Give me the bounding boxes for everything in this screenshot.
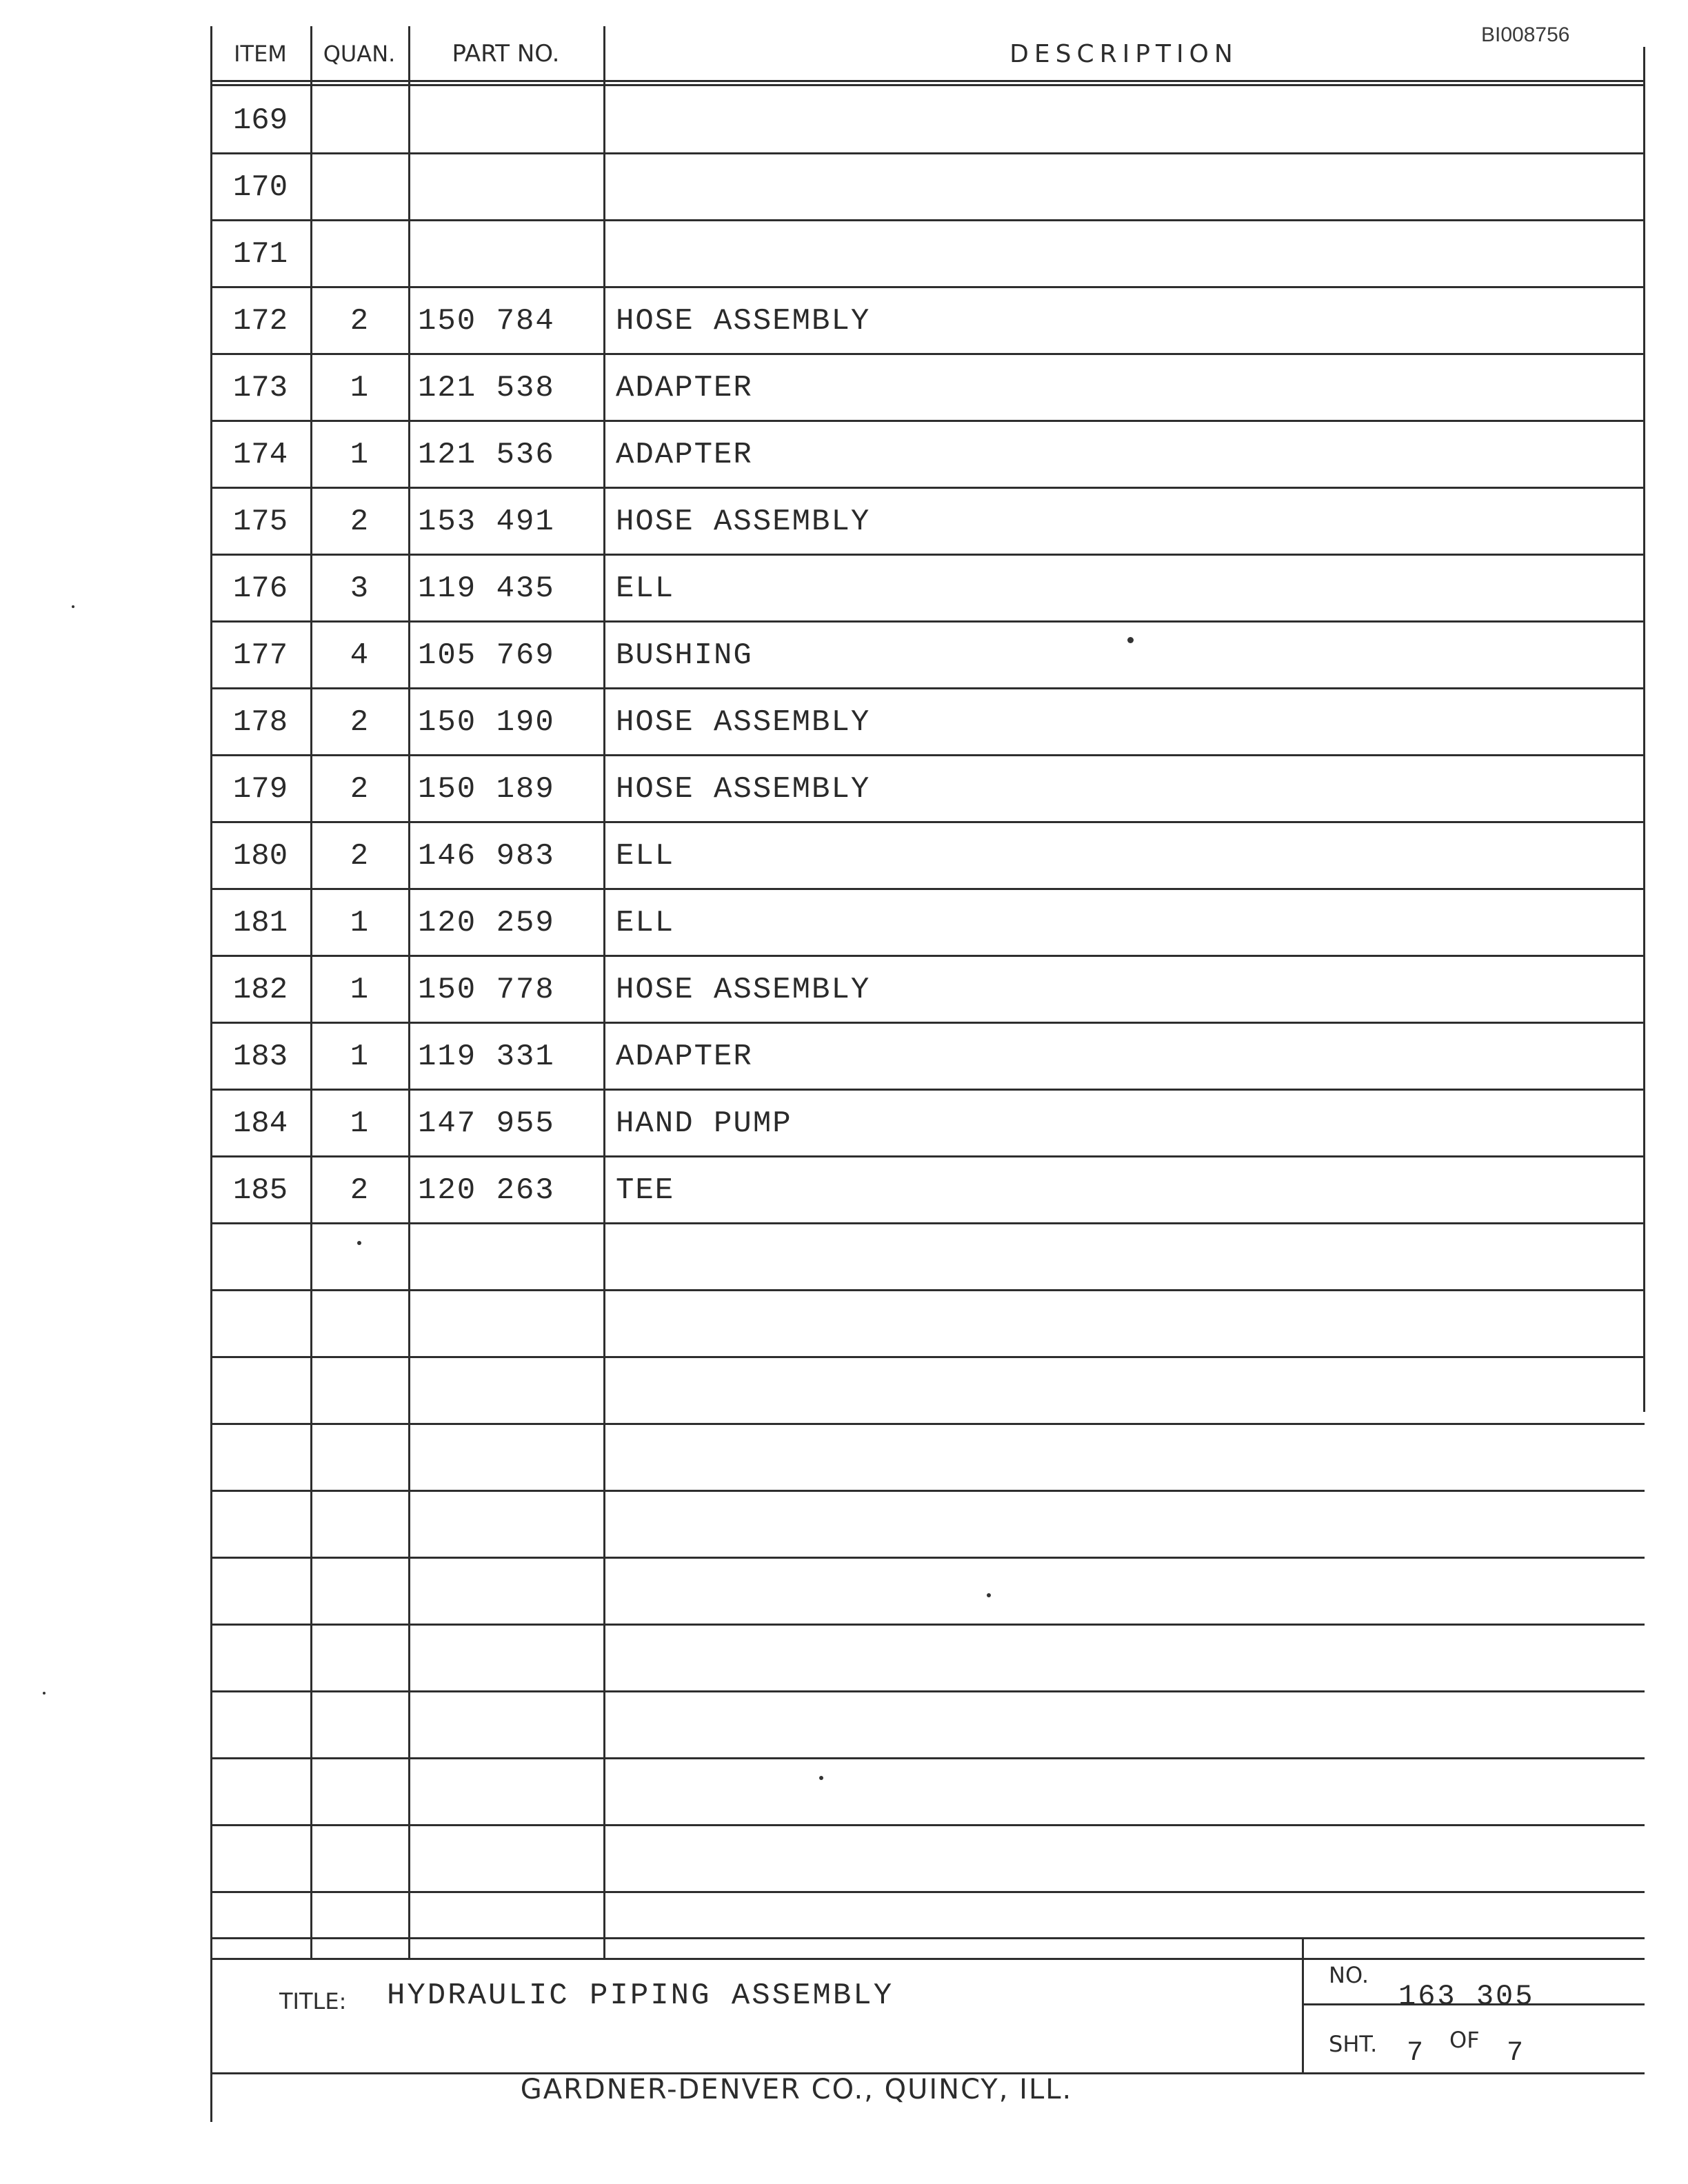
table-row — [210, 1692, 1645, 1759]
quantity-cell — [310, 1291, 408, 1357]
table-row — [210, 1759, 1645, 1826]
row-rule — [210, 1356, 1645, 1358]
item-cell: 179 — [232, 771, 288, 807]
item-cell: 180 — [232, 838, 288, 873]
description-cell: BUSHING — [616, 638, 753, 673]
part-number-cell — [408, 1826, 603, 1892]
quantity-cell: 2 — [350, 705, 369, 740]
description-cell — [603, 1558, 1645, 1625]
row-rule — [210, 1022, 1645, 1024]
row-rule — [210, 955, 1645, 957]
quantity-cell — [310, 154, 408, 221]
quantity-cell: 2 — [350, 771, 369, 807]
table-row — [210, 1625, 1645, 1692]
description-cell — [603, 1291, 1645, 1357]
item-cell — [210, 1625, 310, 1692]
part-number-cell — [408, 1692, 603, 1759]
title-block — [210, 1937, 1645, 2122]
quantity-cell — [310, 1357, 408, 1424]
quantity-cell: 2 — [350, 303, 369, 338]
item-cell — [210, 1692, 310, 1759]
description-cell: ELL — [616, 571, 675, 606]
part-number-cell — [408, 1558, 603, 1625]
sheet-number: 7 — [1407, 2038, 1426, 2069]
quantity-column-rule — [408, 26, 410, 1959]
row-rule — [210, 821, 1645, 823]
title-block-divider — [1302, 1937, 1304, 2074]
part-number-cell — [408, 221, 603, 287]
part-number-cell — [408, 87, 603, 154]
table-row — [210, 555, 1645, 622]
table-row — [210, 1224, 1645, 1291]
quantity-cell — [310, 1826, 408, 1892]
row-rule — [210, 1891, 1645, 1893]
scan-speck — [43, 1692, 46, 1695]
part-number-cell — [408, 1491, 603, 1558]
table-row — [210, 1826, 1645, 1892]
part-number-cell — [408, 1291, 603, 1357]
quantity-cell — [310, 1625, 408, 1692]
quantity-cell — [310, 87, 408, 154]
row-rule — [210, 487, 1645, 489]
part-number-cell — [408, 1424, 603, 1491]
row-rule — [210, 1289, 1645, 1291]
description-cell — [603, 1759, 1645, 1826]
description-cell — [603, 1692, 1645, 1759]
row-rule — [210, 1089, 1645, 1091]
table-row — [210, 1023, 1645, 1090]
row-rule — [210, 754, 1645, 756]
row-rule — [210, 219, 1645, 221]
description-cell: HAND PUMP — [616, 1106, 792, 1141]
left-border — [210, 26, 212, 2122]
part-number-cell: 150 190 — [418, 705, 555, 740]
scan-speck — [819, 1776, 823, 1780]
number-label: NO. — [1329, 1962, 1369, 1988]
part-number-cell: 121 538 — [418, 370, 555, 405]
row-rule — [210, 554, 1645, 556]
description-cell: ADAPTER — [616, 1039, 753, 1074]
row-rule — [210, 1557, 1645, 1559]
item-cell: 170 — [232, 170, 288, 205]
quantity-cell — [310, 1759, 408, 1826]
description-cell — [603, 1357, 1645, 1424]
item-cell: 177 — [232, 638, 288, 673]
part-number-cell — [408, 1625, 603, 1692]
scan-speck — [357, 1241, 361, 1245]
drawing-title: HYDRAULIC PIPING ASSEMBLY — [387, 1979, 894, 2013]
table-row — [210, 1291, 1645, 1357]
description-cell — [603, 1625, 1645, 1692]
item-cell: 182 — [232, 972, 288, 1007]
item-cell: 184 — [232, 1106, 288, 1141]
table-row — [210, 622, 1645, 689]
row-rule — [210, 888, 1645, 890]
table-row — [210, 488, 1645, 555]
table-row — [210, 1090, 1645, 1157]
quantity-cell — [310, 1424, 408, 1491]
description-cell: ELL — [616, 905, 675, 940]
item-cell: 172 — [232, 303, 288, 338]
item-cell — [210, 1424, 310, 1491]
quantity-cell — [310, 1224, 408, 1291]
header-rule — [210, 80, 1645, 82]
header-description: DESCRIPTION — [1009, 39, 1238, 68]
description-cell: ADAPTER — [616, 370, 753, 405]
table-row — [210, 1491, 1645, 1558]
company-name: GARDNER-DENVER CO., QUINCY, ILL. — [520, 2074, 1073, 2105]
table-row — [210, 87, 1645, 154]
drawing-number: 163 305 — [1398, 1980, 1535, 2013]
sheet-total: 7 — [1507, 2038, 1526, 2069]
part-number-cell: 119 435 — [418, 571, 555, 606]
scan-speck — [987, 1593, 991, 1597]
title-label: TITLE: — [279, 1988, 347, 2014]
quantity-cell — [310, 1558, 408, 1625]
row-rule — [210, 286, 1645, 288]
description-cell: HOSE ASSEMBLY — [616, 972, 871, 1007]
part-number-cell — [408, 154, 603, 221]
item-cell — [210, 1491, 310, 1558]
part-number-cell: 150 784 — [418, 303, 555, 338]
part-number-cell: 150 189 — [418, 771, 555, 807]
description-cell — [603, 1424, 1645, 1491]
item-cell: 174 — [232, 437, 288, 472]
part-number-cell: 121 536 — [418, 437, 555, 472]
row-rule — [210, 1423, 1645, 1425]
row-rule — [210, 353, 1645, 355]
table-row — [210, 956, 1645, 1023]
table-row — [210, 421, 1645, 488]
item-cell — [210, 1224, 310, 1291]
row-rule — [210, 1824, 1645, 1826]
quantity-cell: 1 — [350, 905, 369, 940]
document-id: BI008756 — [1481, 23, 1570, 46]
quantity-cell: 4 — [350, 638, 369, 673]
description-cell: ADAPTER — [616, 437, 753, 472]
description-cell — [603, 1491, 1645, 1558]
header-quantity: QUAN. — [323, 41, 396, 67]
part-number-cell — [408, 1357, 603, 1424]
quantity-cell: 1 — [350, 972, 369, 1007]
description-cell — [603, 1826, 1645, 1892]
description-cell: HOSE ASSEMBLY — [616, 705, 871, 740]
scan-speck — [72, 605, 74, 608]
description-cell: HOSE ASSEMBLY — [616, 771, 871, 807]
part-number-cell — [408, 1224, 603, 1291]
description-cell: TEE — [616, 1173, 675, 1208]
description-cell: HOSE ASSEMBLY — [616, 303, 871, 338]
table-row — [210, 1157, 1645, 1224]
item-cell — [210, 1357, 310, 1424]
table-row — [210, 889, 1645, 956]
quantity-cell — [310, 221, 408, 287]
table-row — [210, 221, 1645, 287]
table-row — [210, 154, 1645, 221]
quantity-cell: 1 — [350, 1106, 369, 1141]
table-row — [210, 689, 1645, 756]
item-cell — [210, 1759, 310, 1826]
row-rule — [210, 1624, 1645, 1626]
item-cell: 175 — [232, 504, 288, 539]
item-cell: 176 — [232, 571, 288, 606]
quantity-cell — [310, 1692, 408, 1759]
item-cell: 183 — [232, 1039, 288, 1074]
item-cell — [210, 1558, 310, 1625]
part-number-cell: 105 769 — [418, 638, 555, 673]
of-label: OF — [1449, 2027, 1480, 2053]
part-number-cell: 147 955 — [418, 1106, 555, 1141]
row-rule — [210, 620, 1645, 623]
description-cell — [603, 87, 1645, 154]
table-row — [210, 756, 1645, 822]
description-cell — [603, 1224, 1645, 1291]
part-number-cell: 153 491 — [418, 504, 555, 539]
row-rule — [210, 1222, 1645, 1224]
header-item: ITEM — [234, 41, 287, 67]
description-cell — [603, 154, 1645, 221]
row-rule — [210, 1690, 1645, 1692]
quantity-cell — [310, 1491, 408, 1558]
description-cell: HOSE ASSEMBLY — [616, 504, 871, 539]
table-row — [210, 1424, 1645, 1491]
quantity-cell: 3 — [350, 571, 369, 606]
item-cell: 171 — [232, 236, 288, 272]
row-rule — [210, 1155, 1645, 1157]
quantity-cell: 1 — [350, 437, 369, 472]
right-border — [1643, 47, 1645, 1412]
part-number-cell: 119 331 — [418, 1039, 555, 1074]
part-number-cell: 120 263 — [418, 1173, 555, 1208]
row-rule — [210, 687, 1645, 689]
quantity-cell: 2 — [350, 838, 369, 873]
quantity-cell: 2 — [350, 504, 369, 539]
scan-speck — [1127, 637, 1134, 643]
table-row — [210, 287, 1645, 354]
item-cell: 173 — [232, 370, 288, 405]
table-row — [210, 1558, 1645, 1625]
part-number-cell: 120 259 — [418, 905, 555, 940]
title-block-top-rule — [210, 1937, 1645, 1939]
sheet-label: SHT. — [1329, 2031, 1378, 2057]
item-cell — [210, 1291, 310, 1357]
part-number-cell — [408, 1759, 603, 1826]
quantity-cell: 2 — [350, 1173, 369, 1208]
item-cell — [210, 1826, 310, 1892]
row-rule — [210, 420, 1645, 422]
part-number-cell: 146 983 — [418, 838, 555, 873]
header-part-no: PART NO. — [452, 40, 560, 68]
table-row — [210, 354, 1645, 421]
part-column-rule — [603, 26, 605, 1959]
table-row — [210, 1357, 1645, 1424]
quantity-cell: 1 — [350, 370, 369, 405]
description-cell — [603, 221, 1645, 287]
header-rule-double — [210, 84, 1645, 86]
row-rule — [210, 152, 1645, 154]
table-row — [210, 822, 1645, 889]
item-cell: 185 — [232, 1173, 288, 1208]
row-rule — [210, 1490, 1645, 1492]
description-cell: ELL — [616, 838, 675, 873]
parts-list-sheet — [210, 26, 1645, 2122]
quantity-cell: 1 — [350, 1039, 369, 1074]
item-cell: 181 — [232, 905, 288, 940]
row-rule — [210, 1757, 1645, 1759]
item-column-rule — [310, 26, 312, 1959]
item-cell: 169 — [232, 103, 288, 138]
item-cell: 178 — [232, 705, 288, 740]
part-number-cell: 150 778 — [418, 972, 555, 1007]
